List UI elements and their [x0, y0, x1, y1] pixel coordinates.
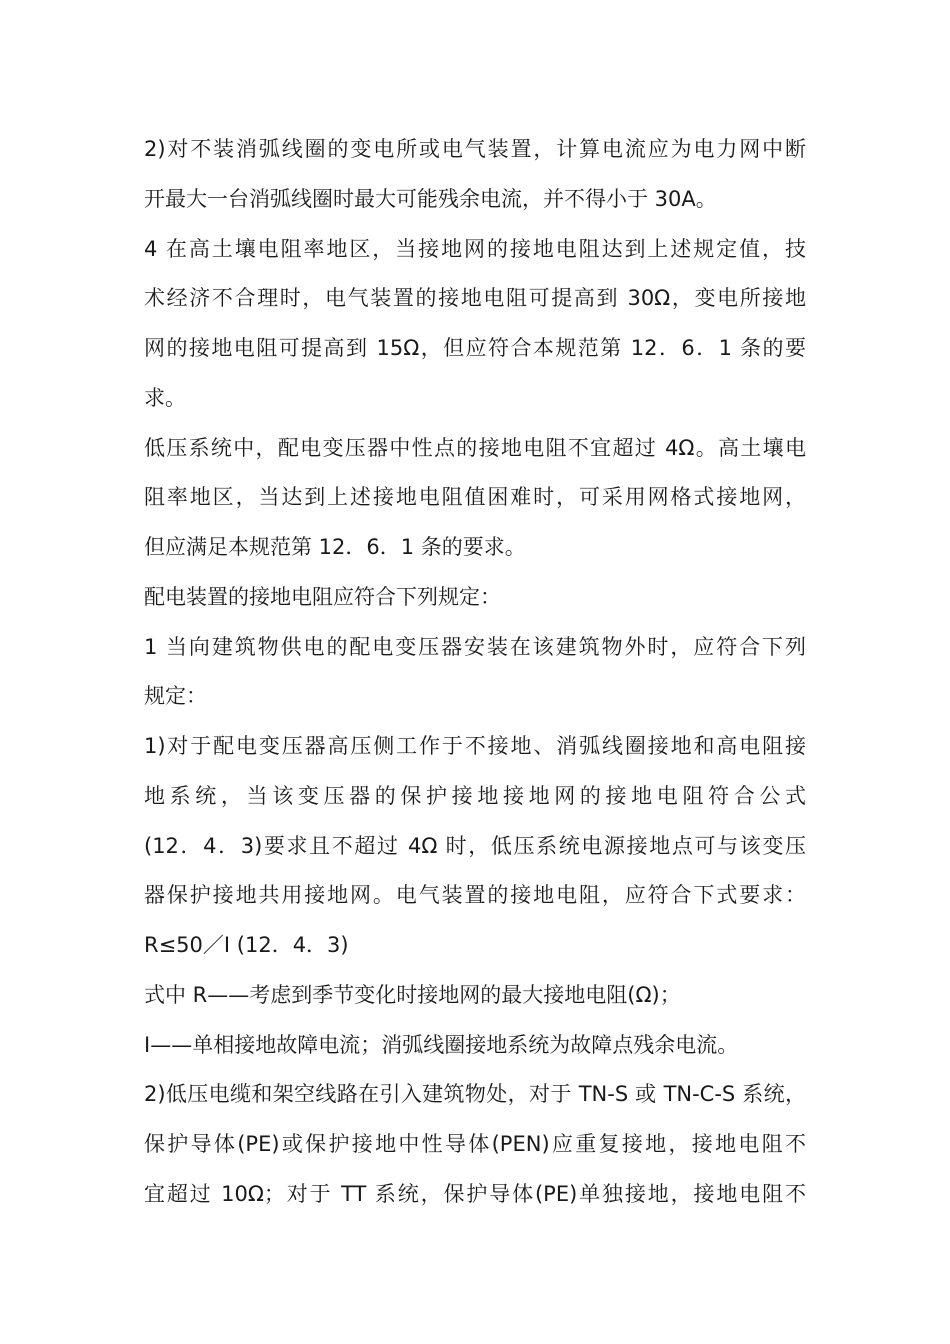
text-line: 求。 [144, 385, 186, 410]
text-line: 规定： [144, 684, 207, 709]
text-line: 地系统，当该变压器的保护接地接地网的接地电阻符合公式 [144, 783, 806, 808]
document-body [144, 125, 806, 1220]
text-line: 1 当向建筑物供电的配电变压器安装在该建筑物外时，应符合下列 [144, 634, 806, 659]
text-line: 保护导体(PE)或保护接地中性导体(PEN)应重复接地，接地电阻不 [144, 1132, 806, 1156]
text-line: 1)对于配电变压器高压侧工作于不接地、消弧线圈接地和高电阻接 [144, 734, 806, 758]
text-line: 式中 R——考虑到季节变化时接地网的最大接地电阻(Ω)； [144, 982, 681, 1007]
text-line: 宜超过 10Ω；对于 TT 系统，保护导体(PE)单独接地，接地电阻不 [144, 1181, 806, 1206]
text-line: 器保护接地共用接地网。电气装置的接地电阻，应符合下式要求： [144, 883, 806, 908]
text-line: 开最大一台消弧线圈时最大可能残余电流，并不得小于 30A。 [144, 186, 717, 211]
text-line: (12．4．3)要求且不超过 4Ω 时，低压系统电源接地点可与该变压 [144, 833, 806, 858]
text-line: 术经济不合理时，电气装置的接地电阻可提高到 30Ω，变电所接地 [144, 286, 806, 311]
text-line: I——单相接地故障电流；消弧线圈接地系统为故障点残余电流。 [144, 1032, 739, 1057]
text-line: 低压系统中，配电变压器中性点的接地电阻不宜超过 4Ω。高土壤电 [144, 435, 806, 460]
text-line: 但应满足本规范第 12．6．1 条的要求。 [144, 535, 526, 559]
text-line: 2)低压电缆和架空线路在引入建筑物处，对于 TN-S 或 TN-C-S 系统， [144, 1082, 806, 1107]
text-line: 配电装置的接地电阻应符合下列规定： [144, 584, 501, 609]
text-line: 网的接地电阻可提高到 15Ω，但应符合本规范第 12．6．1 条的要 [144, 336, 806, 360]
text-line: 4 在高土壤电阻率地区，当接地网的接地电阻达到上述规定值，技 [144, 236, 806, 261]
text-line: 阻率地区，当达到上述接地电阻值困难时，可采用网格式接地网， [144, 485, 806, 510]
text-line: R≤50／I (12．4．3) [144, 933, 349, 957]
text-line: 2)对不装消弧线圈的变电所或电气装置，计算电流应为电力网中断 [144, 137, 806, 161]
